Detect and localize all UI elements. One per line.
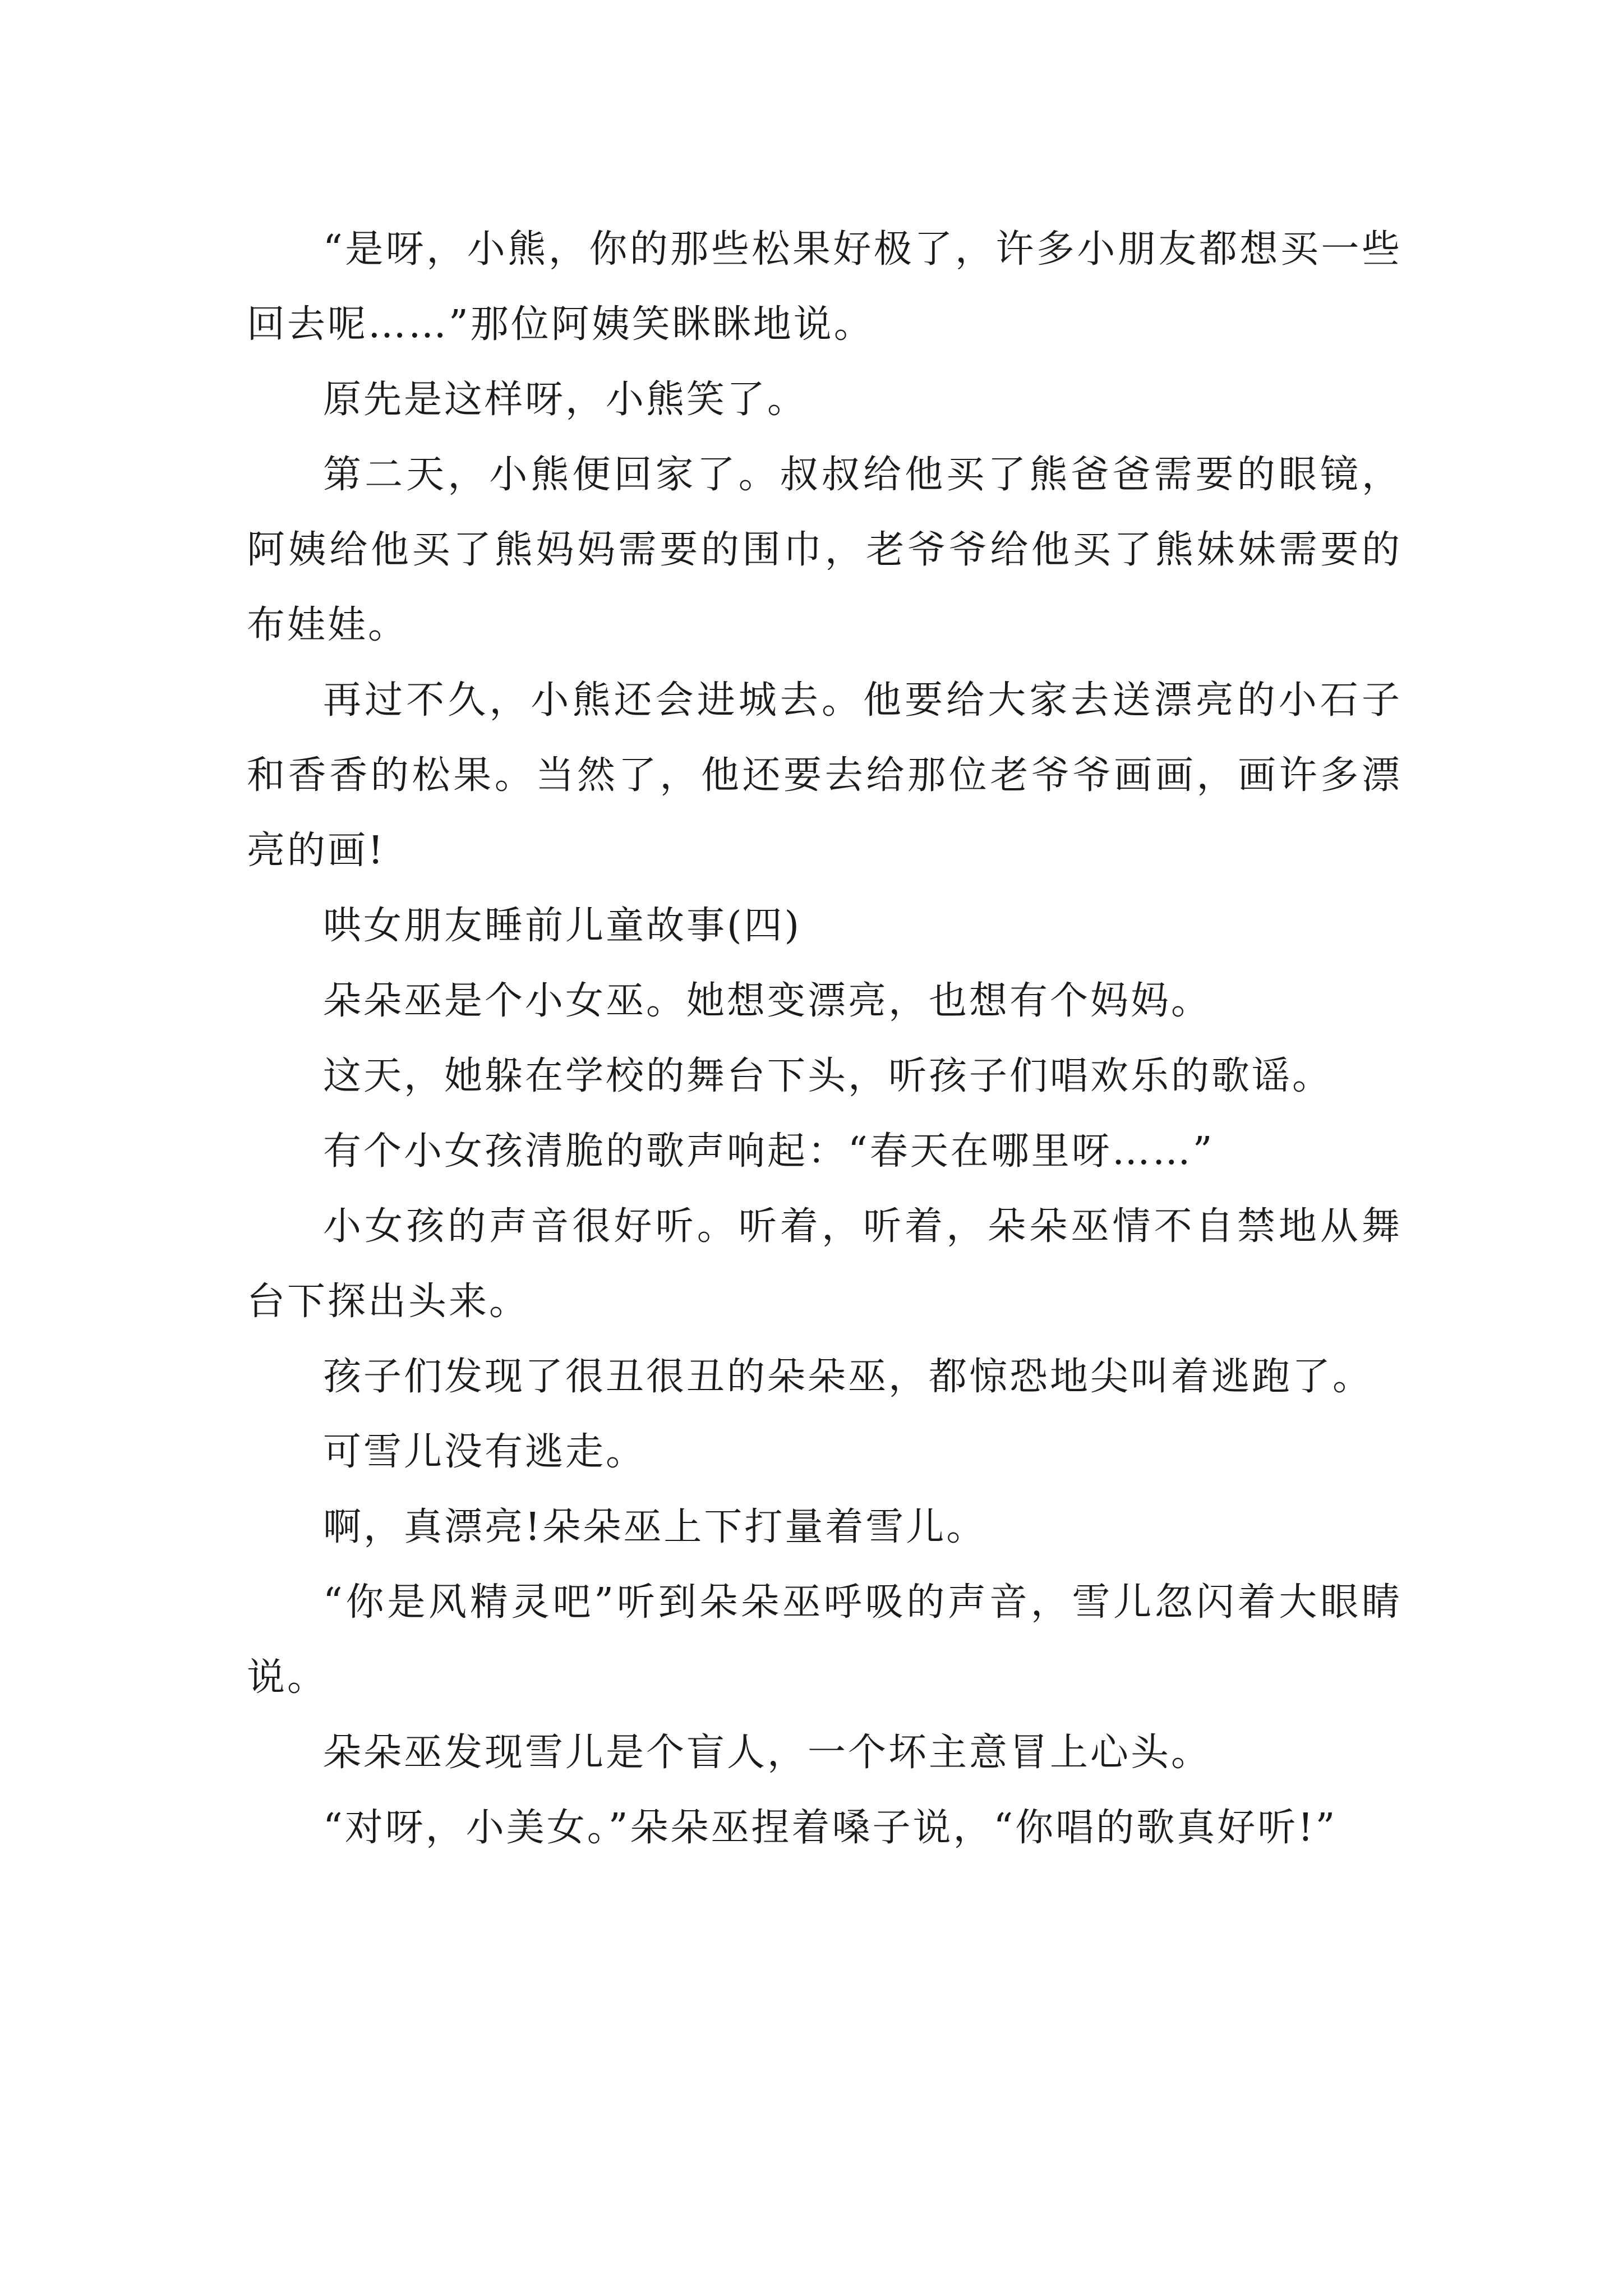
paragraph: 可雪儿没有逃走。 [323, 1430, 647, 1474]
paragraph: 小女孩的声音很好听。听着，听着，朵朵巫情不自禁地从舞台下探出头来。 [247, 1204, 1402, 1324]
paragraph: 啊，真漂亮!朵朵巫上下打量着雪儿。 [323, 1505, 987, 1549]
story-section-title: 哄女朋友睡前儿童故事(四) [323, 904, 802, 948]
paragraph: 孩子们发现了很丑很丑的朵朵巫，都惊恐地尖叫着逃跑了。 [323, 1355, 1373, 1399]
paragraph: 原先是这样呀，小熊笑了。 [323, 378, 808, 422]
paragraph: “对呀，小美女。”朵朵巫捏着嗓子说，“你唱的歌真好听!” [323, 1806, 1338, 1850]
paragraph: 有个小女孩清脆的歌声响起：“春天在哪里呀……” [323, 1129, 1215, 1174]
story-body [247, 212, 1402, 1866]
paragraph: “你是风精灵吧”听到朵朵巫呼吸的声音，雪儿忽闪着大眼睛说。 [247, 1580, 1402, 1700]
paragraph: 再过不久，小熊还会进城去。他要给大家去送漂亮的小石子和香香的松果。当然了，他还要去给那位老爷爷画画，画许多漂亮的画! [247, 678, 1402, 873]
paragraph: 朵朵巫发现雪儿是个盲人，一个坏主意冒上心头。 [323, 1731, 1212, 1775]
paragraph: 这天，她躲在学校的舞台下头，听孩子们唱欢乐的歌谣。 [323, 1054, 1333, 1098]
paragraph: 第二天，小熊便回家了。叔叔给他买了熊爸爸需要的眼镜，阿姨给他买了熊妈妈需要的围巾，老爷爷给他买了熊妹妹需要的布娃娃。 [247, 453, 1402, 647]
paragraph: 朵朵巫是个小女巫。她想变漂亮，也想有个妈妈。 [323, 979, 1212, 1023]
paragraph: “是呀，小熊，你的那些松果好极了，许多小朋友都想买一些回去呢……”那位阿姨笑眯眯地说。 [247, 227, 1402, 347]
